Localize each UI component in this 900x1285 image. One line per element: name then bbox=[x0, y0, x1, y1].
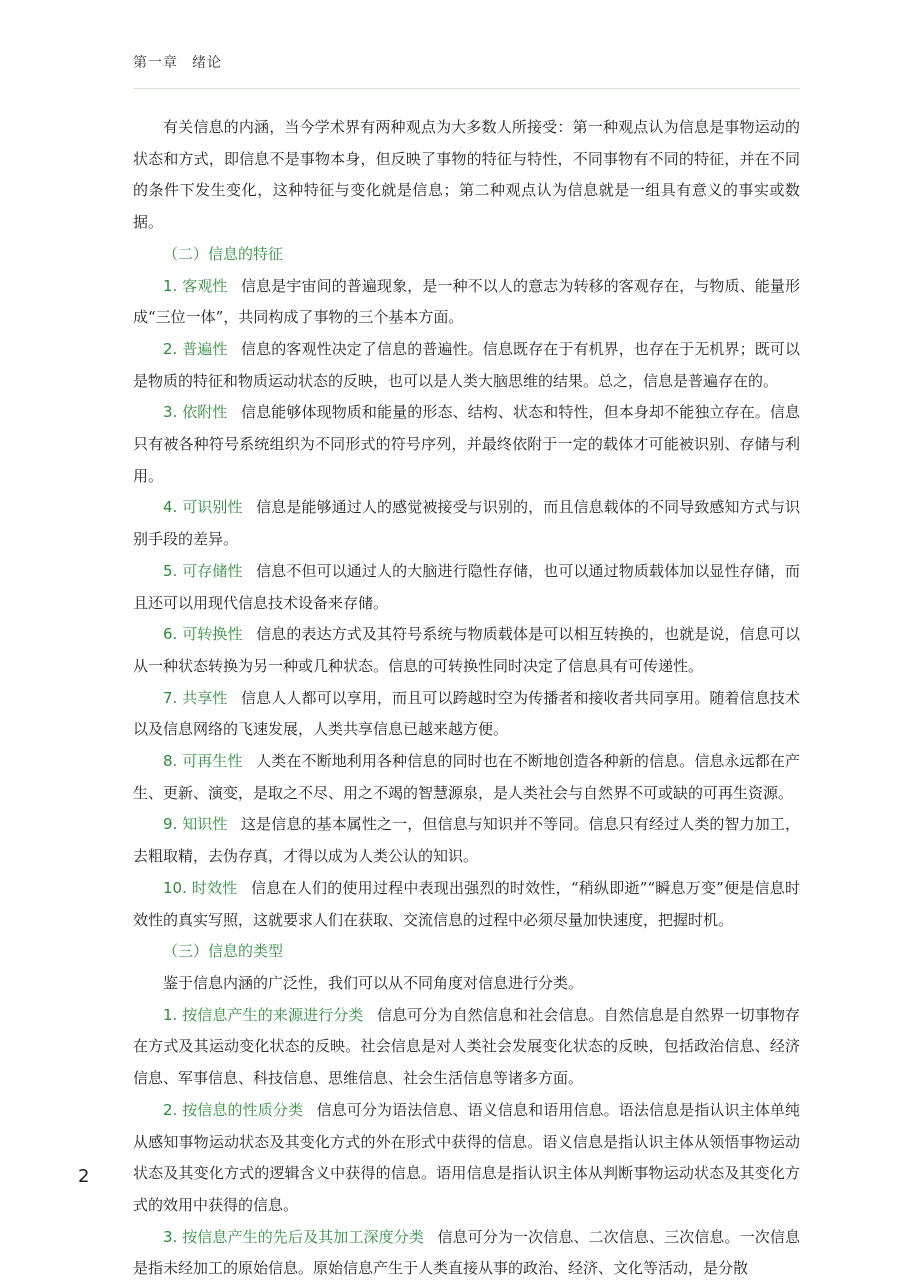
list-item bbox=[133, 873, 800, 936]
section-heading-types: （三）信息的类型 bbox=[163, 942, 284, 961]
list-item bbox=[133, 271, 800, 334]
page-number: 2 bbox=[78, 1166, 90, 1187]
list-item bbox=[133, 397, 800, 492]
item-text: 信息可分为自然信息和社会信息。自然信息是自然界一切事物存在方式及其运动变化状态的反映。社会信息是对人类社会发展变化状态的反映，包括政治信息、经济信息、军事信息、科技信息、思维信息、社会生活信息等诸多方面。 bbox=[133, 1005, 800, 1088]
item-title: 3. 按信息产生的先后及其加工深度分类 bbox=[163, 1227, 424, 1246]
list-item bbox=[133, 619, 800, 682]
item-title: 1. 按信息产生的来源进行分类 bbox=[163, 1005, 364, 1024]
list-item bbox=[133, 492, 800, 555]
item-title: 2. 按信息的性质分类 bbox=[163, 1100, 304, 1119]
list-item bbox=[133, 334, 800, 397]
item-text: 这是信息的基本属性之一，但信息与知识并不等同。信息只有经过人类的智力加工，去粗取精，去伪存真，才得以成为人类公认的知识。 bbox=[133, 815, 800, 866]
item-text: 信息可分为语法信息、语义信息和语用信息。语法信息是指认识主体单纯从感知事物运动状态及其变化方式的外在形式中获得的信息。语义信息是指认识主体从领悟事物运动状态及其变化方式的逻辑含义中获得的信息。语用信息是指认识主体从判断事物运动状态及其变化方式的效用中获得的信息。 bbox=[133, 1100, 800, 1214]
list-item bbox=[133, 1095, 800, 1222]
intro-paragraph: 有关信息的内涵，当今学术界有两种观点为大多数人所接受：第一种观点认为信息是事物运动的状态和方式，即信息不是事物本身，但反映了事物的特征与特性，不同事物有不同的特征，并在不同的条件下发生变化，这种特征与变化就是信息；第二种观点认为信息就是一组具有意义的事实或数据。 bbox=[133, 118, 800, 232]
item-text: 信息可分为一次信息、二次信息、三次信息。一次信息是指未经加工的原始信息。原始信息产生于人类直接从事的政治、经济、文化等活动，是分散 bbox=[133, 1227, 800, 1278]
list-item bbox=[133, 1000, 800, 1095]
item-text: 信息是能够通过人的感觉被接受与识别的，而且信息载体的不同导致感知方式与识别手段的差异。 bbox=[133, 498, 800, 549]
section-heading-characteristics: （二）信息的特征 bbox=[163, 244, 284, 263]
item-title: 8. 可再生性 bbox=[163, 752, 243, 771]
item-title: 6. 可转换性 bbox=[163, 625, 243, 644]
item-title: 4. 可识别性 bbox=[163, 498, 243, 517]
list-item bbox=[133, 556, 800, 619]
chapter-label: 第一章 bbox=[133, 55, 178, 71]
item-text: 信息的表达方式及其符号系统与物质载体是可以相互转换的，也就是说，信息可以从一种状态转换为另一种或几种状态。信息的可转换性同时决定了信息具有可传递性。 bbox=[133, 625, 800, 675]
item-text: 信息的客观性决定了信息的普遍性。信息既存在于有机界，也存在于无机界；既可以是物质的特征和物质运动状态的反映，也可以是人类大脑思维的结果。总之，信息是普遍存在的。 bbox=[133, 339, 800, 390]
chapter-title: 绪论 bbox=[192, 55, 222, 71]
item-text: 信息能够体现物质和能量的形态、结构、状态和特性，但本身却不能独立存在。信息只有被各种符号系统组织为不同形式的符号序列，并最终依附于一定的载体才可能被识别、存储与利用。 bbox=[133, 403, 800, 485]
item-title: 9. 知识性 bbox=[163, 815, 228, 834]
item-title: 2. 普遍性 bbox=[163, 339, 228, 358]
item-title: 5. 可存储性 bbox=[163, 561, 243, 580]
list-item bbox=[133, 1222, 800, 1285]
item-text: 信息是宇宙间的普遍现象，是一种不以人的意志为转移的客观存在，与物质、能量形成“三位一体”，共同构成了事物的三个基本方面。 bbox=[133, 276, 800, 327]
page-body bbox=[133, 112, 800, 1285]
item-title: 10. 时效性 bbox=[163, 878, 238, 897]
list-item bbox=[133, 746, 800, 809]
item-text: 信息在人们的使用过程中表现出强烈的时效性，“稍纵即逝”“瞬息万变”便是信息时效性的真实写照，这就要求人们在获取、交流信息的过程中必须尽量加快速度，把握时机。 bbox=[133, 878, 800, 929]
item-title: 7. 共享性 bbox=[163, 688, 228, 707]
item-title: 3. 依附性 bbox=[163, 403, 228, 422]
list-item bbox=[133, 683, 800, 746]
list-item bbox=[133, 809, 800, 872]
section-intro-paragraph: 鉴于信息内涵的广泛性，我们可以从不同角度对信息进行分类。 bbox=[163, 973, 584, 992]
item-text: 人类在不断地利用各种信息的同时也在不断地创造各种新的信息。信息永远都在产生、更新、演变，是取之不尽、用之不竭的智慧源泉，是人类社会与自然界不可或缺的可再生资源。 bbox=[133, 752, 800, 802]
header-divider bbox=[133, 88, 800, 89]
item-text: 信息不但可以通过人的大脑进行隐性存储，也可以通过物质载体加以显性存储，而且还可以用现代信息技术设备来存储。 bbox=[133, 561, 800, 612]
item-text: 信息人人都可以享用，而且可以跨越时空为传播者和接收者共同享用。随着信息技术以及信息网络的飞速发展，人类共享信息已越来越方便。 bbox=[133, 688, 800, 739]
running-head bbox=[133, 52, 222, 72]
item-title: 1. 客观性 bbox=[163, 276, 228, 295]
